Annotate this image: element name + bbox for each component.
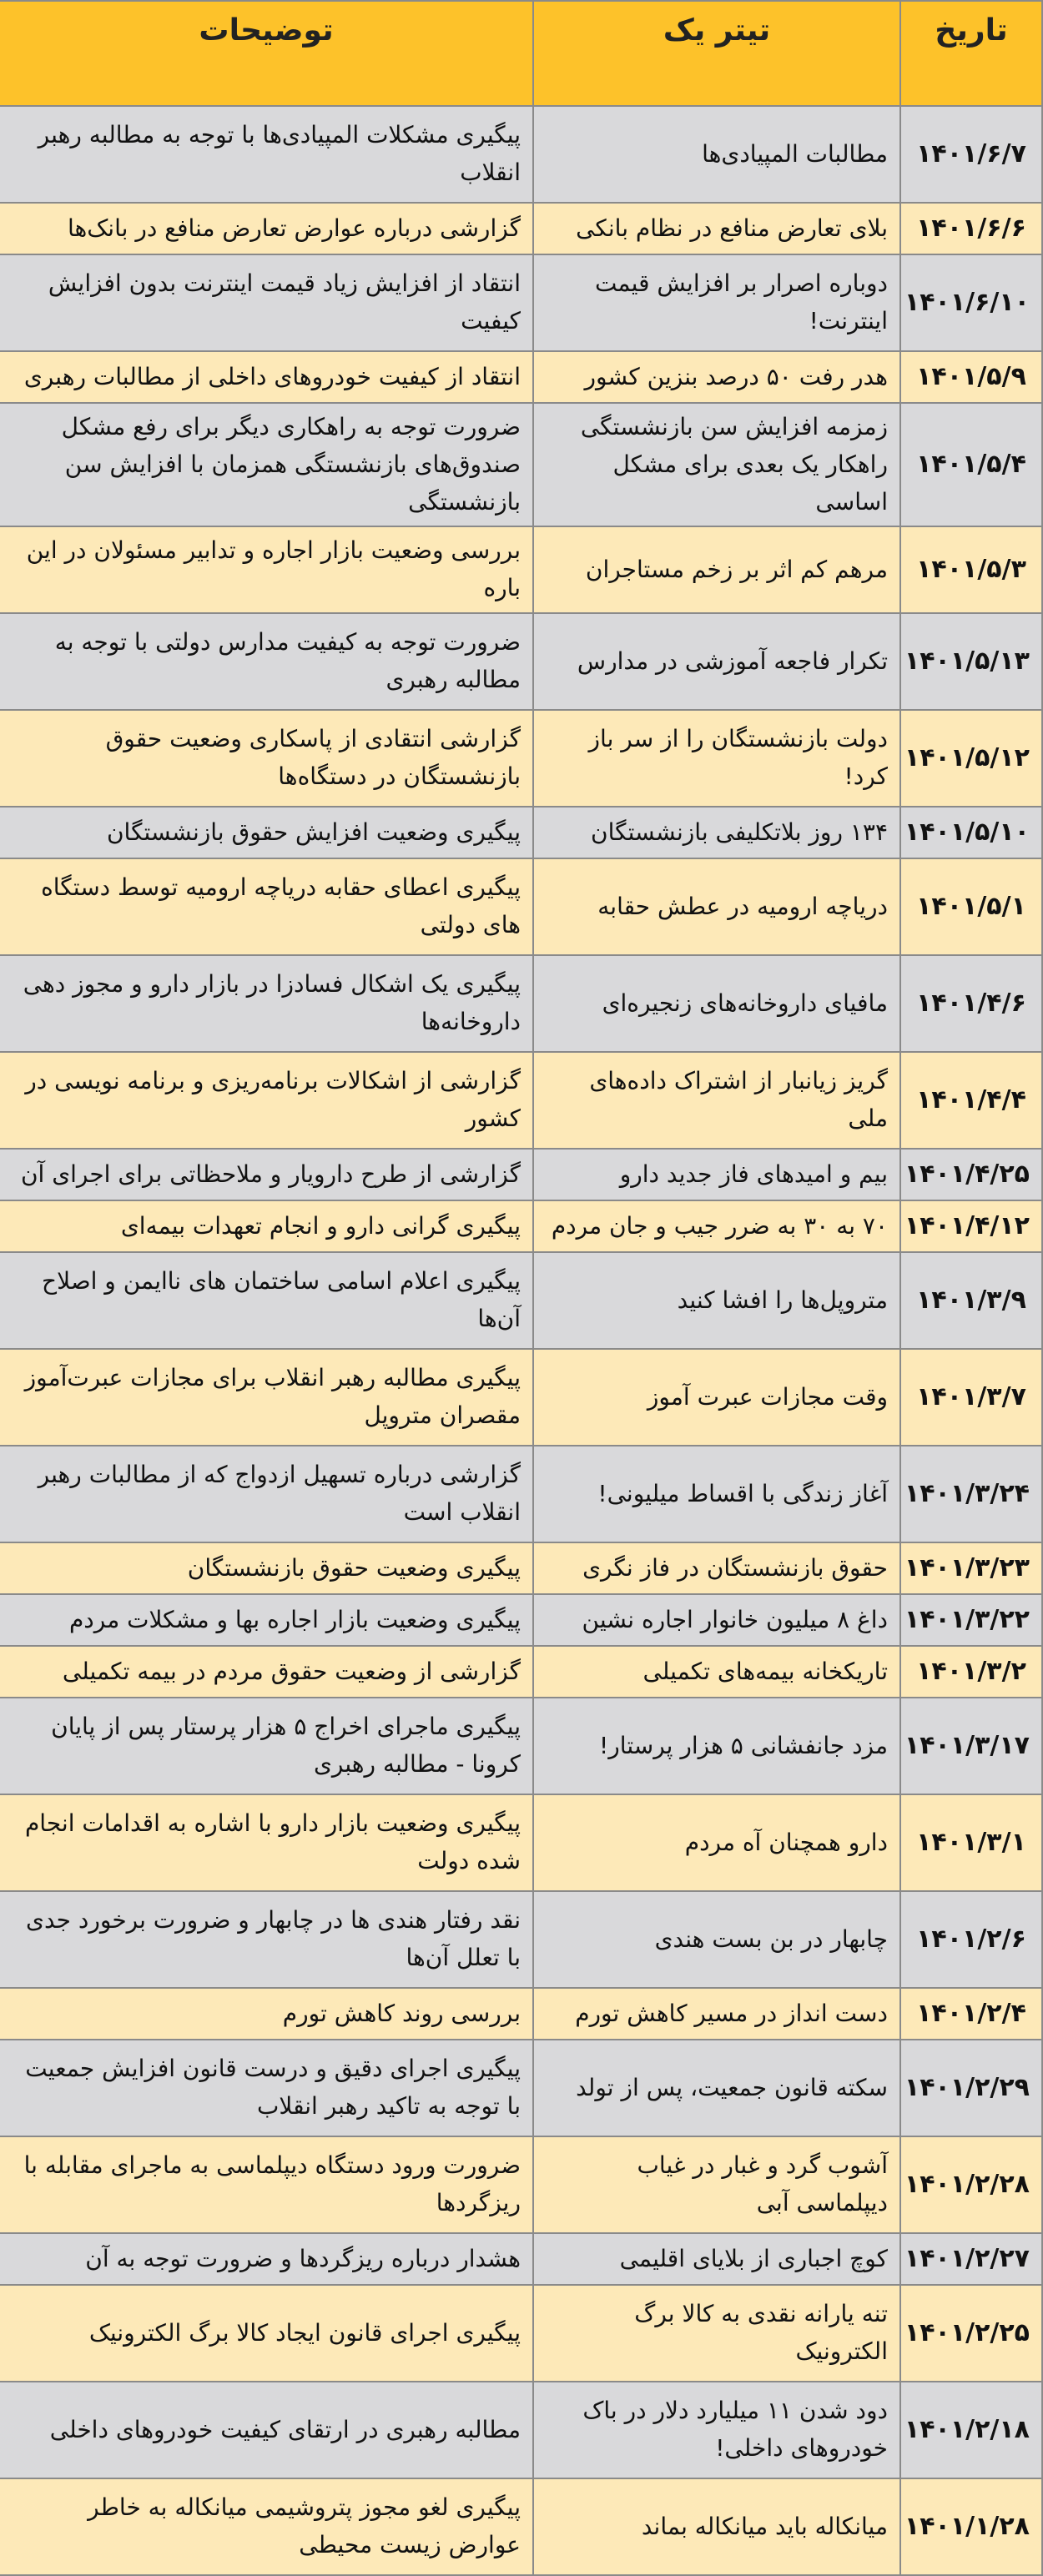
row-title: آغاز زندگی با اقساط میلیونی!: [533, 1446, 900, 1542]
row-date: ۱۴۰۱/۶/۱۰: [900, 254, 1042, 351]
row-description: گزارشی درباره عوارض تعارض منافع در بانک‌ها: [0, 203, 533, 254]
row-title: مافیای داروخانه‌های زنجیره‌ای: [533, 955, 900, 1052]
row-title: بیم و امیدهای فاز جدید دارو: [533, 1149, 900, 1200]
table-row: [0, 710, 1042, 807]
row-description: پیگیری اعطای حقابه دریاچه ارومیه توسط دستگاه های دولتی: [0, 858, 533, 955]
row-date: ۱۴۰۱/۵/۹: [900, 351, 1042, 403]
row-title: آشوب گرد و غبار در غیاب دیپلماسی آبی: [533, 2136, 900, 2233]
row-date: ۱۴۰۱/۲/۲۸: [900, 2136, 1042, 2233]
row-description: نقد رفتار هندی ها در چابهار و ضرورت برخورد جدی با تعلل آن‌ها: [0, 1891, 533, 1988]
row-description: پیگیری وضعیت بازار اجاره بها و مشکلات مردم: [0, 1594, 533, 1646]
row-title: دارو همچنان آه مردم: [533, 1794, 900, 1891]
row-title: سکته قانون جمعیت، پس از تولد: [533, 2040, 900, 2136]
table-row: [0, 807, 1042, 858]
table-header-row: [0, 1, 1042, 106]
table-row: [0, 1794, 1042, 1891]
row-description: پیگیری وضعیت افزایش حقوق بازنشستگان: [0, 807, 533, 858]
table-row: [0, 1646, 1042, 1698]
row-title: مرهم کم اثر بر زخم مستاجران: [533, 526, 900, 613]
row-date: ۱۴۰۱/۴/۶: [900, 955, 1042, 1052]
row-title: بلای تعارض منافع در نظام بانکی: [533, 203, 900, 254]
row-description: بررسی وضعیت بازار اجاره و تدابیر مسئولان در این باره: [0, 526, 533, 613]
row-title: مزد جانفشانی ۵ هزار پرستار!: [533, 1698, 900, 1794]
table-row: [0, 1349, 1042, 1446]
table-row: [0, 1542, 1042, 1594]
row-title: وقت مجازات عبرت آموز: [533, 1349, 900, 1446]
table-row: [0, 1052, 1042, 1149]
row-date: ۱۴۰۱/۶/۶: [900, 203, 1042, 254]
row-description: ضرورت توجه به راهکاری دیگر برای رفع مشکل صندوق‌های بازنشستگی همزمان با افزایش سن بازنشستگی: [0, 403, 533, 526]
table-row: [0, 613, 1042, 710]
row-title: زمزمه افزایش سن بازنشستگی راهکار یک بعدی برای مشکل اساسی: [533, 403, 900, 526]
row-title: مطالبات المپیادی‌ها: [533, 106, 900, 203]
table-row: [0, 2233, 1042, 2285]
row-date: ۱۴۰۱/۲/۲۵: [900, 2285, 1042, 2382]
row-date: ۱۴۰۱/۵/۳: [900, 526, 1042, 613]
row-date: ۱۴۰۱/۵/۱۳: [900, 613, 1042, 710]
row-date: ۱۴۰۱/۴/۲۵: [900, 1149, 1042, 1200]
row-description: مطالبه رهبری در ارتقای کیفیت خودروهای داخلی: [0, 2382, 533, 2478]
row-description: پیگیری وضعیت حقوق بازنشستگان: [0, 1542, 533, 1594]
row-description: پیگیری لغو مجوز پتروشیمی میانکاله به خاطر عوارض زیست محیطی: [0, 2478, 533, 2575]
row-date: ۱۴۰۱/۱/۲۸: [900, 2478, 1042, 2575]
row-date: ۱۴۰۱/۳/۷: [900, 1349, 1042, 1446]
row-description: پیگیری اجرای دقیق و درست قانون افزایش جمعیت با توجه به تاکید رهبر انقلاب: [0, 2040, 533, 2136]
header-title: تیتر یک: [533, 1, 900, 106]
row-description: هشدار درباره ریزگردها و ضرورت توجه به آن: [0, 2233, 533, 2285]
table-row: [0, 351, 1042, 403]
row-description: انتقاد از افزایش زیاد قیمت اینترنت بدون افزایش کیفیت: [0, 254, 533, 351]
row-title: چابهار در بن بست هندی: [533, 1891, 900, 1988]
row-description: پیگیری اجرای قانون ایجاد کالا برگ الکترونیک: [0, 2285, 533, 2382]
row-date: ۱۴۰۱/۳/۲۳: [900, 1542, 1042, 1594]
table-row: [0, 1252, 1042, 1349]
table-row: [0, 1594, 1042, 1646]
row-date: ۱۴۰۱/۳/۲۲: [900, 1594, 1042, 1646]
table-row: [0, 2382, 1042, 2478]
row-description: گزارشی از اشکالات برنامه‌ریزی و برنامه نویسی در کشور: [0, 1052, 533, 1149]
row-description: پیگیری یک اشکال فسادزا در بازار دارو و مجوز دهی داروخانه‌ها: [0, 955, 533, 1052]
row-date: ۱۴۰۱/۲/۴: [900, 1988, 1042, 2040]
row-description: پیگیری مشکلات المپیادی‌ها با توجه به مطالبه رهبر انقلاب: [0, 106, 533, 203]
row-title: تنه یارانه نقدی به کالا برگ الکترونیک: [533, 2285, 900, 2382]
row-date: ۱۴۰۱/۲/۶: [900, 1891, 1042, 1988]
row-date: ۱۴۰۱/۳/۹: [900, 1252, 1042, 1349]
table-row: [0, 2040, 1042, 2136]
row-date: ۱۴۰۱/۴/۱۲: [900, 1200, 1042, 1252]
row-title: دریاچه ارومیه در عطش حقابه: [533, 858, 900, 955]
header-date: تاریخ: [900, 1, 1042, 106]
row-title: ۱۳۴ روز بلاتکلیفی بازنشستگان: [533, 807, 900, 858]
row-date: ۱۴۰۱/۳/۲۴: [900, 1446, 1042, 1542]
table-row: [0, 254, 1042, 351]
row-description: گزارشی درباره تسهیل ازدواج که از مطالبات رهبر انقلاب است: [0, 1446, 533, 1542]
row-date: ۱۴۰۱/۵/۱۲: [900, 710, 1042, 807]
table-row: [0, 955, 1042, 1052]
row-title: میانکاله باید میانکاله بماند: [533, 2478, 900, 2575]
table-row: [0, 203, 1042, 254]
table-row: [0, 1446, 1042, 1542]
row-title: دست انداز در مسیر کاهش تورم: [533, 1988, 900, 2040]
row-title: دود شدن ۱۱ میلیارد دلار در باک خودروهای داخلی!: [533, 2382, 900, 2478]
row-description: پیگیری ماجرای اخراج ۵ هزار پرستار پس از پایان کرونا - مطالبه رهبری: [0, 1698, 533, 1794]
row-description: پیگیری مطالبه رهبر انقلاب برای مجازات عبرت‌آموز مقصران متروپل: [0, 1349, 533, 1446]
row-description: ضرورت ورود دستگاه دیپلماسی به ماجرای مقابله با ریزگردها: [0, 2136, 533, 2233]
row-title: ۷۰ به ۳۰ به ضرر جیب و جان مردم: [533, 1200, 900, 1252]
row-description: انتقاد از کیفیت خودروهای داخلی از مطالبات رهبری: [0, 351, 533, 403]
row-date: ۱۴۰۱/۶/۷: [900, 106, 1042, 203]
row-title: هدر رفت ۵۰ درصد بنزین کشور: [533, 351, 900, 403]
row-date: ۱۴۰۱/۳/۲: [900, 1646, 1042, 1698]
row-description: گزارشی از وضعیت حقوق مردم در بیمه تکمیلی: [0, 1646, 533, 1698]
row-description: گزارشی انتقادی از پاسکاری وضعیت حقوق بازنشستگان در دستگاه‌ها: [0, 710, 533, 807]
row-title: تکرار فاجعه آموزشی در مدارس: [533, 613, 900, 710]
table-row: [0, 403, 1042, 526]
row-description: ضرورت توجه به کیفیت مدارس دولتی با توجه به مطالبه رهبری: [0, 613, 533, 710]
row-title: حقوق بازنشستگان در فاز نگری: [533, 1542, 900, 1594]
row-description: پیگیری اعلام اسامی ساختمان های ناایمن و اصلاح آن‌ها: [0, 1252, 533, 1349]
table-row: [0, 2285, 1042, 2382]
row-date: ۱۴۰۱/۲/۱۸: [900, 2382, 1042, 2478]
row-description: پیگیری گرانی دارو و انجام تعهدات بیمه‌ای: [0, 1200, 533, 1252]
row-title: متروپل‌ها را افشا کنید: [533, 1252, 900, 1349]
table-row: [0, 106, 1042, 203]
row-date: ۱۴۰۱/۵/۱۰: [900, 807, 1042, 858]
table-row: [0, 858, 1042, 955]
row-description: بررسی روند کاهش تورم: [0, 1988, 533, 2040]
row-date: ۱۴۰۱/۲/۲۷: [900, 2233, 1042, 2285]
table-row: [0, 1988, 1042, 2040]
row-date: ۱۴۰۱/۵/۴: [900, 403, 1042, 526]
row-title: تاریکخانه بیمه‌های تکمیلی: [533, 1646, 900, 1698]
row-description: گزارشی از طرح دارویار و ملاحظاتی برای اجرای آن: [0, 1149, 533, 1200]
table-row: [0, 526, 1042, 613]
row-date: ۱۴۰۱/۴/۴: [900, 1052, 1042, 1149]
row-title: داغ ۸ میلیون خانوار اجاره نشین: [533, 1594, 900, 1646]
row-date: ۱۴۰۱/۳/۱۷: [900, 1698, 1042, 1794]
row-title: گریز زیانبار از اشتراک داده‌های ملی: [533, 1052, 900, 1149]
table-row: [0, 2478, 1042, 2575]
row-date: ۱۴۰۱/۲/۲۹: [900, 2040, 1042, 2136]
row-title: کوچ اجباری از بلایای اقلیمی: [533, 2233, 900, 2285]
table-row: [0, 1891, 1042, 1988]
row-date: ۱۴۰۱/۵/۱: [900, 858, 1042, 955]
table-row: [0, 1698, 1042, 1794]
row-description: پیگیری وضعیت بازار دارو با اشاره به اقدامات انجام شده دولت: [0, 1794, 533, 1891]
table-row: [0, 2136, 1042, 2233]
row-date: ۱۴۰۱/۳/۱: [900, 1794, 1042, 1891]
row-title: دوباره اصرار بر افزایش قیمت اینترنت!: [533, 254, 900, 351]
row-title: دولت بازنشستگان را از سر باز کرد!: [533, 710, 900, 807]
header-description: توضیحات: [0, 1, 533, 106]
table-row: [0, 1200, 1042, 1252]
table-row: [0, 1149, 1042, 1200]
